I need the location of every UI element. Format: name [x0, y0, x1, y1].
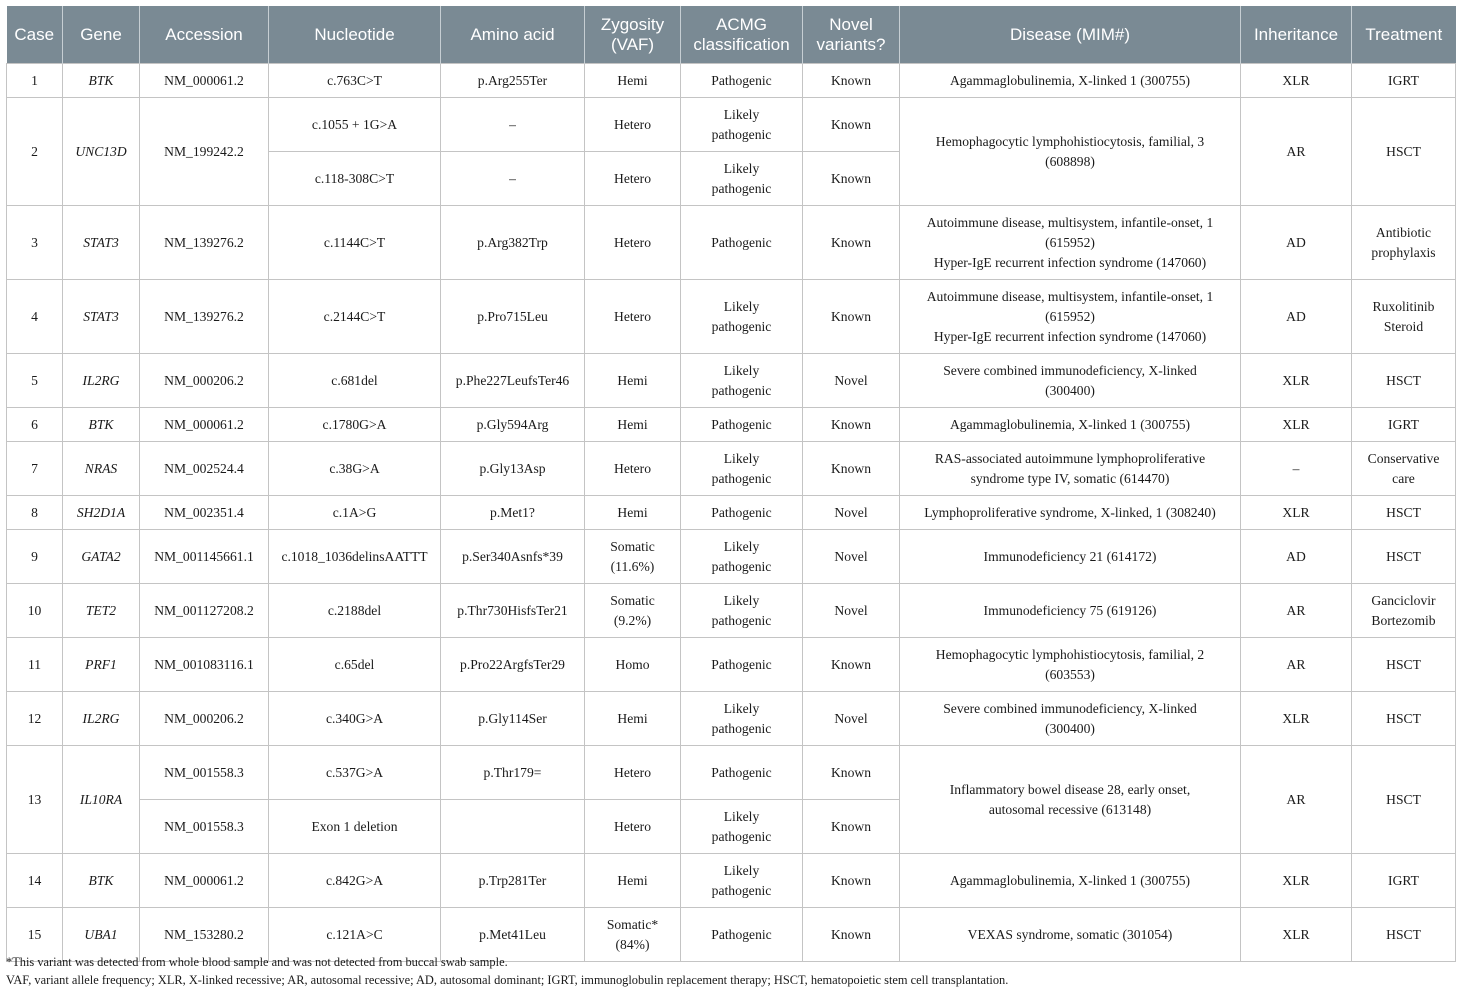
cell-novel: Known — [803, 908, 900, 962]
cell-accession: NM_001558.3 — [140, 800, 269, 854]
cell-amino-acid: p.Gly594Arg — [441, 408, 585, 442]
cell-accession: NM_000061.2 — [140, 64, 269, 98]
cell-amino-acid: p.Ser340Asnfs*39 — [441, 530, 585, 584]
cell-gene: STAT3 — [63, 206, 140, 280]
cell-acmg: Likely pathogenic — [681, 800, 803, 854]
cell-amino-acid: p.Phe227LeufsTer46 — [441, 354, 585, 408]
cell-acmg: Pathogenic — [681, 408, 803, 442]
cell-treatment: Antibiotic prophylaxis — [1352, 206, 1456, 280]
cell-gene: BTK — [63, 854, 140, 908]
cell-acmg: Likely pathogenic — [681, 442, 803, 496]
cell-acmg: Likely pathogenic — [681, 152, 803, 206]
cell-disease: Severe combined immunodeficiency, X-linked (300400) — [900, 692, 1241, 746]
footnote-abbreviations: VAF, variant allele frequency; XLR, X-linked recessive; AR, autosomal recessive; AD, autosomal dominant; IGRT, immunoglobulin replacement therapy; HSCT, hematopoietic stem cell transplantation. — [6, 973, 1009, 987]
cell-disease: Hemophagocytic lymphohistiocytosis, familial, 2 (603553) — [900, 638, 1241, 692]
cell-case: 8 — [7, 496, 63, 530]
cell-case: 12 — [7, 692, 63, 746]
cell-gene: UBA1 — [63, 908, 140, 962]
cell-amino-acid — [441, 800, 585, 854]
cell-novel: Novel — [803, 584, 900, 638]
cell-nucleotide: c.537G>A — [269, 746, 441, 800]
cell-amino-acid: p.Gly13Asp — [441, 442, 585, 496]
cell-disease: Lymphoproliferative syndrome, X-linked, 1 (308240) — [900, 496, 1241, 530]
cell-novel: Known — [803, 280, 900, 354]
header-amino-acid: Amino acid — [441, 6, 585, 64]
cell-inheritance: AR — [1241, 638, 1352, 692]
cell-inheritance: XLR — [1241, 692, 1352, 746]
header-treatment: Treatment — [1352, 6, 1456, 64]
cell-treatment: IGRT — [1352, 408, 1456, 442]
cell-amino-acid: p.Arg382Trp — [441, 206, 585, 280]
cell-amino-acid: p.Pro715Leu — [441, 280, 585, 354]
cell-zygosity: Homo — [585, 638, 681, 692]
cell-case: 11 — [7, 638, 63, 692]
cell-novel: Known — [803, 408, 900, 442]
cell-nucleotide: c.65del — [269, 638, 441, 692]
cell-nucleotide: c.1144C>T — [269, 206, 441, 280]
header-nucleotide: Nucleotide — [269, 6, 441, 64]
cell-accession: NM_000061.2 — [140, 408, 269, 442]
cell-novel: Known — [803, 746, 900, 800]
table-row — [7, 280, 1456, 354]
cell-amino-acid: p.Arg255Ter — [441, 64, 585, 98]
cell-zygosity: Hemi — [585, 496, 681, 530]
cell-nucleotide: c.118-308C>T — [269, 152, 441, 206]
table-row — [7, 692, 1456, 746]
cell-gene: PRF1 — [63, 638, 140, 692]
cell-treatment: HSCT — [1352, 638, 1456, 692]
cell-inheritance: XLR — [1241, 496, 1352, 530]
cell-novel: Known — [803, 638, 900, 692]
cell-disease: VEXAS syndrome, somatic (301054) — [900, 908, 1241, 962]
cell-zygosity: Hetero — [585, 280, 681, 354]
cell-disease: Immunodeficiency 21 (614172) — [900, 530, 1241, 584]
cell-zygosity: Somatic (9.2%) — [585, 584, 681, 638]
cell-gene: IL10RA — [63, 746, 140, 854]
cell-treatment: IGRT — [1352, 64, 1456, 98]
cell-gene: GATA2 — [63, 530, 140, 584]
table-row — [7, 206, 1456, 280]
cell-disease: Severe combined immunodeficiency, X-linked (300400) — [900, 354, 1241, 408]
cell-novel: Known — [803, 206, 900, 280]
cell-nucleotide: c.1A>G — [269, 496, 441, 530]
cell-gene: BTK — [63, 408, 140, 442]
cell-acmg: Likely pathogenic — [681, 854, 803, 908]
cell-zygosity: Hemi — [585, 354, 681, 408]
cell-zygosity: Somatic (11.6%) — [585, 530, 681, 584]
cell-disease: Autoimmune disease, multisystem, infantile-onset, 1 (615952) Hyper-IgE recurrent infection syndrome (147060) — [900, 280, 1241, 354]
cell-nucleotide: c.1018_1036delinsAATTT — [269, 530, 441, 584]
table-row — [7, 854, 1456, 908]
cell-treatment: Ruxolitinib Steroid — [1352, 280, 1456, 354]
cell-zygosity: Hemi — [585, 64, 681, 98]
cell-gene: UNC13D — [63, 98, 140, 206]
cell-zygosity: Somatic* (84%) — [585, 908, 681, 962]
cell-accession: NM_001127208.2 — [140, 584, 269, 638]
cell-accession: NM_002524.4 — [140, 442, 269, 496]
cell-inheritance: AR — [1241, 746, 1352, 854]
cell-case: 4 — [7, 280, 63, 354]
header-acmg: ACMG classification — [681, 6, 803, 64]
cell-novel: Known — [803, 98, 900, 152]
table-row — [7, 64, 1456, 98]
cell-disease: Autoimmune disease, multisystem, infantile-onset, 1 (615952) Hyper-IgE recurrent infection syndrome (147060) — [900, 206, 1241, 280]
cell-nucleotide: c.1055 + 1G>A — [269, 98, 441, 152]
cell-case: 5 — [7, 354, 63, 408]
cell-novel: Known — [803, 854, 900, 908]
header-gene: Gene — [63, 6, 140, 64]
cell-case: 14 — [7, 854, 63, 908]
cell-nucleotide: c.38G>A — [269, 442, 441, 496]
cell-treatment: Ganciclovir Bortezomib — [1352, 584, 1456, 638]
cell-case: 3 — [7, 206, 63, 280]
table-row — [7, 408, 1456, 442]
cell-novel: Novel — [803, 354, 900, 408]
variants-table — [6, 6, 1456, 962]
cell-amino-acid: – — [441, 98, 585, 152]
cell-treatment: HSCT — [1352, 496, 1456, 530]
cell-zygosity: Hemi — [585, 408, 681, 442]
cell-nucleotide: c.121A>C — [269, 908, 441, 962]
cell-acmg: Pathogenic — [681, 638, 803, 692]
table-header-row — [7, 6, 1456, 64]
cell-disease: Immunodeficiency 75 (619126) — [900, 584, 1241, 638]
cell-acmg: Pathogenic — [681, 746, 803, 800]
cell-acmg: Likely pathogenic — [681, 692, 803, 746]
cell-amino-acid: p.Thr730HisfsTer21 — [441, 584, 585, 638]
cell-inheritance: XLR — [1241, 354, 1352, 408]
cell-nucleotide: c.681del — [269, 354, 441, 408]
cell-gene: STAT3 — [63, 280, 140, 354]
cell-treatment: Conservative care — [1352, 442, 1456, 496]
cell-inheritance: AR — [1241, 584, 1352, 638]
cell-novel: Known — [803, 64, 900, 98]
cell-zygosity: Hemi — [585, 854, 681, 908]
header-accession: Accession — [140, 6, 269, 64]
cell-inheritance: XLR — [1241, 908, 1352, 962]
cell-gene: TET2 — [63, 584, 140, 638]
cell-acmg: Pathogenic — [681, 64, 803, 98]
cell-accession: NM_000061.2 — [140, 854, 269, 908]
cell-disease: RAS-associated autoimmune lymphoproliferative syndrome type IV, somatic (614470) — [900, 442, 1241, 496]
cell-case: 10 — [7, 584, 63, 638]
cell-nucleotide: c.2144C>T — [269, 280, 441, 354]
footnote-asterisk: *This variant was detected from whole blood sample and was not detected from buccal swab sample. — [6, 955, 508, 969]
cell-acmg: Pathogenic — [681, 206, 803, 280]
cell-acmg: Likely pathogenic — [681, 280, 803, 354]
cell-disease: Hemophagocytic lymphohistiocytosis, familial, 3 (608898) — [900, 98, 1241, 206]
cell-treatment: HSCT — [1352, 98, 1456, 206]
cell-nucleotide: c.340G>A — [269, 692, 441, 746]
cell-case: 6 — [7, 408, 63, 442]
cell-acmg: Likely pathogenic — [681, 98, 803, 152]
cell-treatment: HSCT — [1352, 746, 1456, 854]
header-novel: Novel variants? — [803, 6, 900, 64]
cell-acmg: Likely pathogenic — [681, 584, 803, 638]
cell-disease: Inflammatory bowel disease 28, early onset, autosomal recessive (613148) — [900, 746, 1241, 854]
cell-novel: Novel — [803, 692, 900, 746]
cell-treatment: IGRT — [1352, 854, 1456, 908]
table-row — [7, 746, 1456, 800]
cell-gene: IL2RG — [63, 354, 140, 408]
cell-zygosity: Hetero — [585, 746, 681, 800]
cell-disease: Agammaglobulinemia, X-linked 1 (300755) — [900, 64, 1241, 98]
cell-treatment: HSCT — [1352, 908, 1456, 962]
cell-nucleotide: c.2188del — [269, 584, 441, 638]
cell-disease: Agammaglobulinemia, X-linked 1 (300755) — [900, 854, 1241, 908]
table-body — [7, 64, 1456, 962]
table-row — [7, 584, 1456, 638]
cell-nucleotide: c.842G>A — [269, 854, 441, 908]
table-row — [7, 442, 1456, 496]
cell-zygosity: Hetero — [585, 152, 681, 206]
cell-amino-acid: p.Met1? — [441, 496, 585, 530]
cell-case: 1 — [7, 64, 63, 98]
cell-gene: SH2D1A — [63, 496, 140, 530]
cell-disease: Agammaglobulinemia, X-linked 1 (300755) — [900, 408, 1241, 442]
cell-nucleotide: c.763C>T — [269, 64, 441, 98]
cell-accession: NM_153280.2 — [140, 908, 269, 962]
cell-inheritance: – — [1241, 442, 1352, 496]
cell-treatment: HSCT — [1352, 692, 1456, 746]
cell-zygosity: Hetero — [585, 206, 681, 280]
cell-acmg: Likely pathogenic — [681, 530, 803, 584]
cell-treatment: HSCT — [1352, 354, 1456, 408]
cell-inheritance: XLR — [1241, 408, 1352, 442]
header-disease: Disease (MIM#) — [900, 6, 1241, 64]
cell-inheritance: XLR — [1241, 64, 1352, 98]
cell-novel: Novel — [803, 496, 900, 530]
cell-inheritance: AR — [1241, 98, 1352, 206]
cell-accession: NM_139276.2 — [140, 206, 269, 280]
cell-zygosity: Hemi — [585, 692, 681, 746]
cell-amino-acid: p.Met41Leu — [441, 908, 585, 962]
cell-treatment: HSCT — [1352, 530, 1456, 584]
cell-nucleotide: Exon 1 deletion — [269, 800, 441, 854]
cell-accession: NM_000206.2 — [140, 692, 269, 746]
cell-case: 13 — [7, 746, 63, 854]
cell-case: 2 — [7, 98, 63, 206]
cell-inheritance: AD — [1241, 530, 1352, 584]
cell-accession: NM_002351.4 — [140, 496, 269, 530]
table-row — [7, 496, 1456, 530]
cell-amino-acid: p.Trp281Ter — [441, 854, 585, 908]
header-zygosity: Zygosity (VAF) — [585, 6, 681, 64]
cell-acmg: Pathogenic — [681, 908, 803, 962]
header-case: Case — [7, 6, 63, 64]
cell-accession: NM_001145661.1 — [140, 530, 269, 584]
cell-gene: IL2RG — [63, 692, 140, 746]
cell-novel: Known — [803, 152, 900, 206]
header-inheritance: Inheritance — [1241, 6, 1352, 64]
cell-case: 9 — [7, 530, 63, 584]
cell-gene: NRAS — [63, 442, 140, 496]
cell-gene: BTK — [63, 64, 140, 98]
table-row — [7, 98, 1456, 152]
cell-accession: NM_001558.3 — [140, 746, 269, 800]
cell-case: 7 — [7, 442, 63, 496]
cell-nucleotide: c.1780G>A — [269, 408, 441, 442]
cell-novel: Known — [803, 442, 900, 496]
cell-novel: Known — [803, 800, 900, 854]
cell-accession: NM_199242.2 — [140, 98, 269, 206]
cell-accession: NM_000206.2 — [140, 354, 269, 408]
table-row — [7, 530, 1456, 584]
cell-amino-acid: p.Gly114Ser — [441, 692, 585, 746]
cell-amino-acid: – — [441, 152, 585, 206]
cell-zygosity: Hetero — [585, 442, 681, 496]
cell-case: 15 — [7, 908, 63, 962]
cell-acmg: Pathogenic — [681, 496, 803, 530]
cell-inheritance: AD — [1241, 280, 1352, 354]
cell-zygosity: Hetero — [585, 800, 681, 854]
cell-novel: Novel — [803, 530, 900, 584]
table-row — [7, 638, 1456, 692]
cell-inheritance: AD — [1241, 206, 1352, 280]
cell-inheritance: XLR — [1241, 854, 1352, 908]
cell-amino-acid: p.Pro22ArgfsTer29 — [441, 638, 585, 692]
cell-accession: NM_001083116.1 — [140, 638, 269, 692]
cell-accession: NM_139276.2 — [140, 280, 269, 354]
cell-zygosity: Hetero — [585, 98, 681, 152]
cell-acmg: Likely pathogenic — [681, 354, 803, 408]
table-row — [7, 354, 1456, 408]
cell-amino-acid: p.Thr179= — [441, 746, 585, 800]
